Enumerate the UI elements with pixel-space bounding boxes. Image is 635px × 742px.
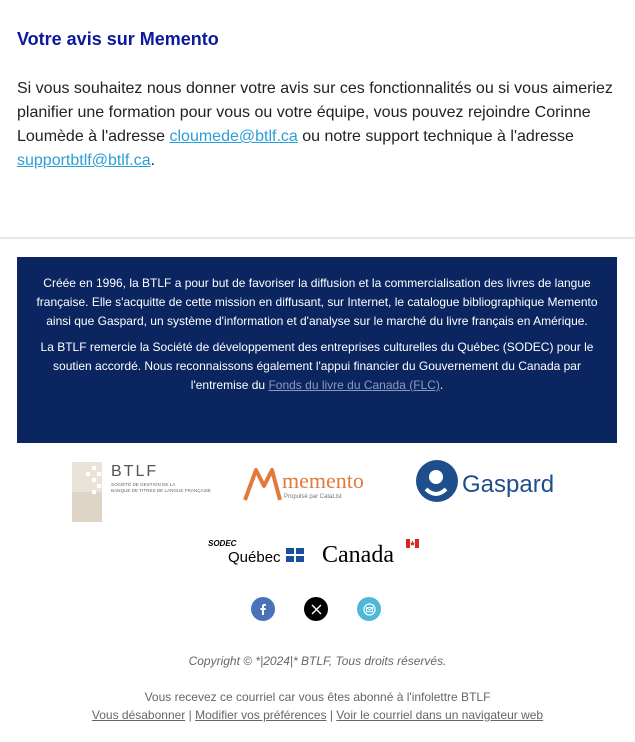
quebec-flag-icon <box>286 548 304 562</box>
btlf-logo[interactable] <box>72 462 222 522</box>
gaspard-g-icon-inner <box>429 470 443 484</box>
flc-link[interactable]: Fonds du livre du Canada (FLC) <box>268 378 440 392</box>
footer-separator: | <box>185 708 196 722</box>
about-paragraph-2-text: La BTLF remercie la Société de développement des entreprises culturelles du Québec (SODEC) pour le soutien accordé. Nous reconnaissons également l'appui financier du Gouvernement du Canada par l'entremise du <box>40 340 594 392</box>
x-button[interactable] <box>304 597 328 621</box>
facebook-button[interactable] <box>251 597 275 621</box>
btlf-logo-tagline-2: BANQUE DE TITRES DE LANGUE FRANÇAISE <box>111 488 211 493</box>
memento-m-icon <box>245 470 280 500</box>
quebec-text: Québec <box>228 549 281 566</box>
feedback-text-1: Si vous souhaitez nous donner votre avis sur ces fonctionnalités ou si vous aimeriez planifier une formation pour vous ou votre équipe, vous pouvez rejoindre Corinne Loumède à l'adresse <box>17 80 613 145</box>
canada-flag-icon <box>406 539 419 548</box>
unsubscribe-link[interactable]: Vous désabonner <box>91 708 186 722</box>
preferences-link[interactable]: Modifier vos préférences <box>195 708 327 722</box>
quebec-logo[interactable] <box>208 537 312 567</box>
btlf-logo-block-lower <box>72 492 102 522</box>
section-divider <box>0 237 635 239</box>
feedback-paragraph <box>17 77 621 173</box>
canada-text: Canada <box>322 542 394 567</box>
about-paragraph-2-end: . <box>439 378 444 392</box>
email-link-support[interactable]: supportbtlf@btlf.ca <box>17 152 151 169</box>
btlf-logo-tagline-1: SOCIÉTÉ DE GESTION DE LA <box>111 482 176 487</box>
footer-separator: | <box>326 708 337 722</box>
about-box <box>17 257 617 443</box>
canada-logo[interactable] <box>322 537 420 567</box>
email-link-cloumede[interactable]: cloumede@btlf.ca <box>169 128 298 145</box>
btlf-logo-name: BTLF <box>111 463 159 480</box>
facebook-icon <box>257 603 269 615</box>
gaspard-logo-name: Gaspard <box>462 471 555 498</box>
memento-logo[interactable] <box>242 462 392 504</box>
section-title: Votre avis sur Memento <box>17 29 219 49</box>
mail-button[interactable] <box>357 597 381 621</box>
x-icon <box>311 604 322 615</box>
memento-logo-name: memento <box>282 468 364 493</box>
about-paragraph-1: Créée en 1996, la BTLF a pour but de favoriser la diffusion et la commercialisation des livres de langue française. Elle s'acquitte de cette mission en diffusant, sur Internet, le catalogue bibliographique Memento ainsi que Gaspard, un système d'information et d'analyse sur le marché du livre français en Amérique. <box>36 276 598 328</box>
feedback-text-2: ou notre support technique à l'adresse <box>297 128 574 145</box>
gaspard-logo[interactable] <box>414 459 566 505</box>
sodec-text: SODEC <box>208 539 237 548</box>
feedback-text-3: . <box>150 152 156 169</box>
view-in-browser-link[interactable]: Voir le courriel dans un navigateur web <box>336 708 544 722</box>
memento-logo-sub: Propulsé par CataList <box>284 494 342 500</box>
subscription-notice: Vous recevez ce courriel car vous êtes abonné à l'infolettre BTLF <box>144 690 491 704</box>
about-paragraph-2 <box>35 338 599 395</box>
mail-icon <box>363 603 376 616</box>
footer-links <box>0 708 635 722</box>
copyright-text: Copyright © *|2024|* BTLF, Tous droits réservés. <box>188 654 447 668</box>
